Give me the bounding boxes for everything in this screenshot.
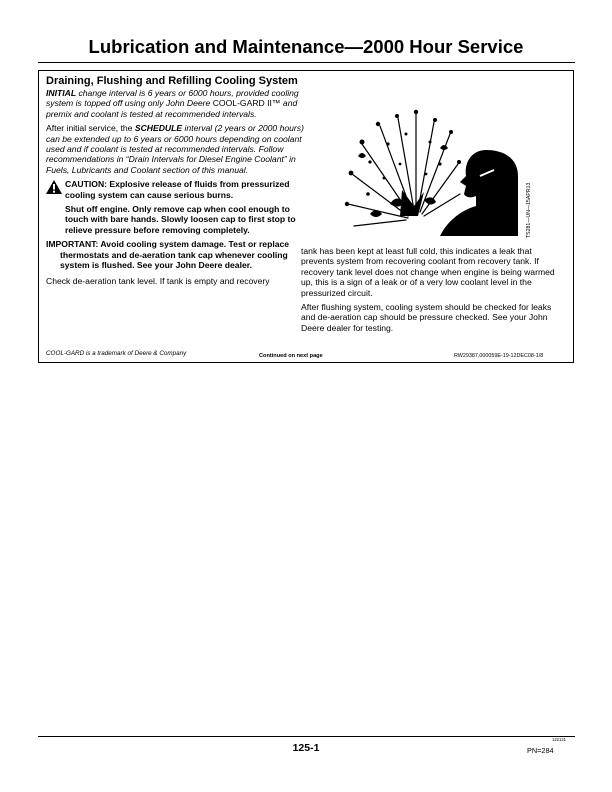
caution-detail: Shut off engine. Only remove cap when cool enough to touch with bare hands. Slowly loosen cap to first stop to relieve pressure before removing completely.: [65, 204, 296, 235]
initial-interval-paragraph: INITIAL change interval is 6 years or 6000 hours, provided cooling system is topped off using only John Deere COOL-GARD II™ and premix and coolant is tested at recommended intervals.: [46, 88, 299, 119]
right-column: [301, 246, 566, 337]
reference-code: RW29387,000059E-19-12DEC08-1/8: [454, 353, 544, 359]
check-tank-paragraph-end: tank has been kept at least full cold, this indicates a leak that prevents system from recovering coolant from recovery tank. If recovery tank level does not change when engine is being warmed up, this is a sign of a leak or of a very low coolant level in the pressurized circuit.: [301, 246, 555, 298]
check-tank-paragraph-start: Check de-aeration tank level. If tank is empty and recovery: [46, 275, 270, 286]
section-heading: Draining, Flushing and Refilling Cooling System: [46, 75, 298, 87]
page-number: 125-1: [292, 742, 320, 754]
footer-rule: [38, 736, 575, 737]
title-rule: [38, 62, 575, 63]
part-number: PN=284: [527, 746, 554, 755]
flushing-check-paragraph: After flushing system, cooling system should be checked for leaks and de-aeration cap should be pressure checked. See your John Deere dealer for testing.: [301, 302, 552, 333]
left-column: [46, 75, 304, 290]
trademark-note: COOL-GARD is a trademark of Deere & Company: [46, 350, 187, 357]
important-note: IMPORTANT: Avoid cooling system damage. Test or replace thermostats and de-aeration tank cap whenever cooling system is flushed. See your John Deere dealer.: [46, 239, 290, 271]
caution-block: [46, 179, 304, 200]
continued-label: Continued on next page: [259, 353, 323, 359]
schedule-interval-paragraph: After initial service, the SCHEDULE interval (2 years or 2000 hours) can be extended up to 6 years or 6000 hours depending on coolant used and if coolant is tested at recommended intervals. Follow recommendations in “Drain Intervals for Diesel Engine Coolant” in Fuels, Lubricants and Coolant section of this manual.: [46, 123, 304, 175]
page-title: Lubrication and Maintenance—2000 Hour Service: [88, 36, 524, 57]
warning-triangle-icon: [46, 180, 62, 194]
explosive-fluid-release-illustration: [340, 104, 520, 236]
footer-small-code: 122121: [552, 737, 566, 742]
caution-text: CAUTION: Explosive release of fluids from pressurized cooling system can cause serious burns.: [65, 179, 290, 200]
figure-code: TS281—UN—15APR13: [526, 182, 532, 238]
